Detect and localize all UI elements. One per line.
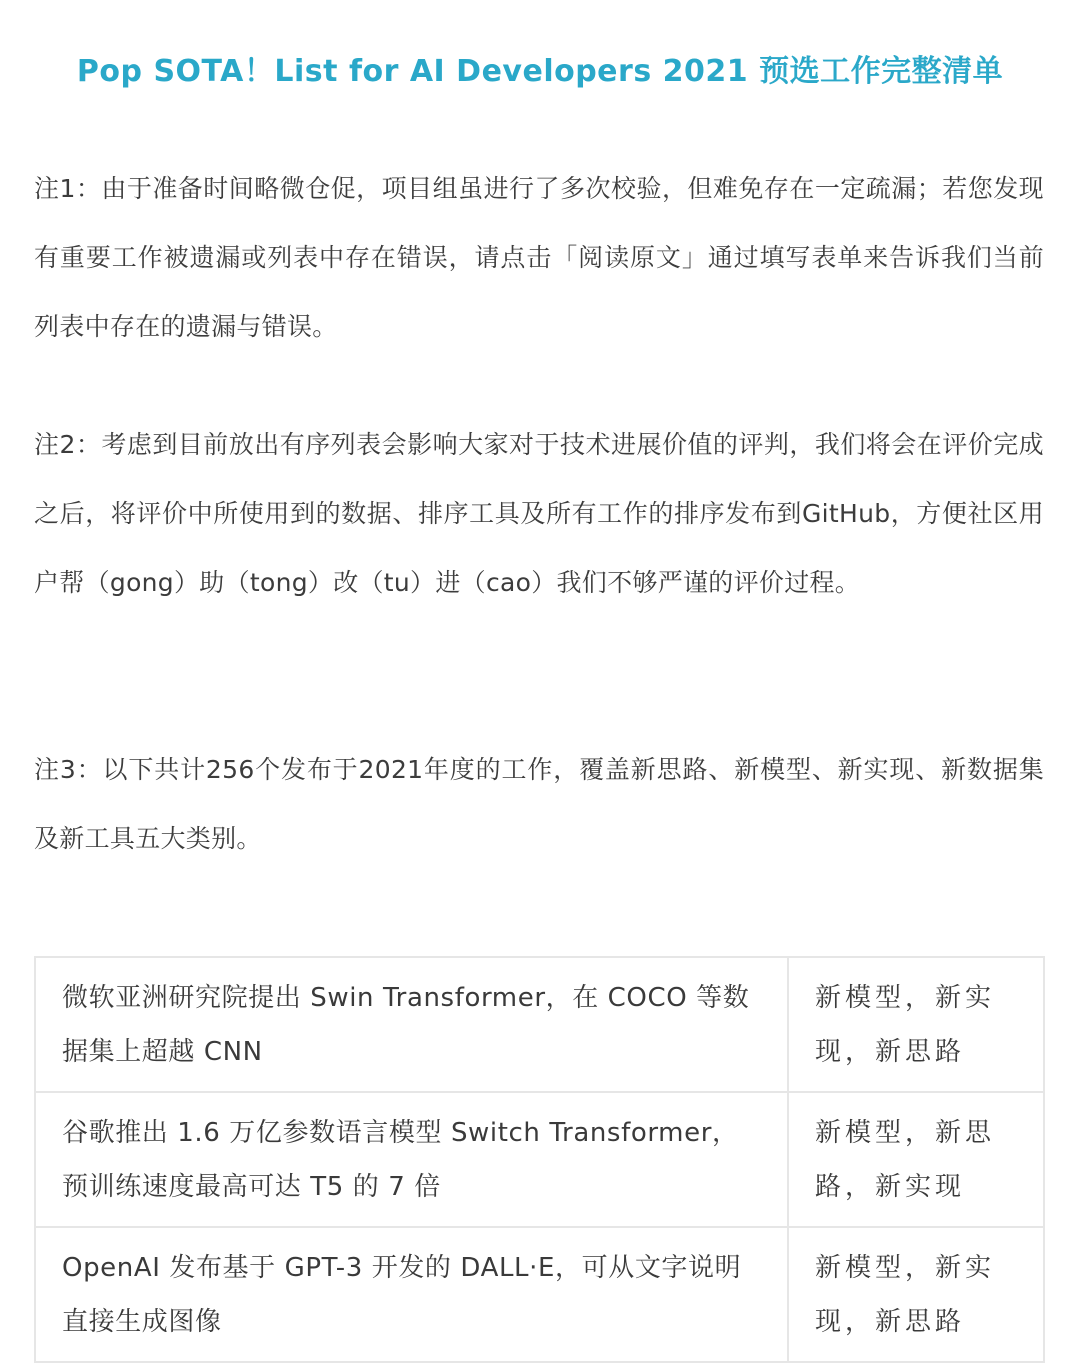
table-row: [35, 1227, 1044, 1362]
work-list-table: [34, 956, 1045, 1363]
work-categories: 新模型，新实现，新思路: [788, 957, 1044, 1092]
note-2: 注2：考虑到目前放出有序列表会影响大家对于技术进展价值的评判，我们将会在评价完成之后，将评价中所使用到的数据、排序工具及所有工作的排序发布到GitHub，方便社区用户帮（gong）助（tong）改（tu）进（cao）我们不够严谨的评价过程。: [34, 430, 1044, 597]
work-description: OpenAI 发布基于 GPT-3 开发的 DALL·E，可从文字说明直接生成图像: [35, 1227, 788, 1362]
table-row: [35, 957, 1044, 1092]
work-description: 微软亚洲研究院提出 Swin Transformer，在 COCO 等数据集上超越 CNN: [35, 957, 788, 1092]
note-3: 注3：以下共计256个发布于2021年度的工作，覆盖新思路、新模型、新实现、新数据集及新工具五大类别。: [34, 755, 1044, 853]
work-categories: 新模型，新实现，新思路: [788, 1227, 1044, 1362]
work-categories: 新模型，新思路，新实现: [788, 1092, 1044, 1227]
page-title: Pop SOTA！List for AI Developers 2021 预选工作完整清单: [76, 54, 1004, 89]
table-row: [35, 1092, 1044, 1227]
note-1: 注1：由于准备时间略微仓促，项目组虽进行了多次校验，但难免存在一定疏漏；若您发现有重要工作被遗漏或列表中存在错误，请点击「阅读原文」通过填写表单来告诉我们当前列表中存在的遗漏与错误。: [34, 174, 1044, 341]
work-description: 谷歌推出 1.6 万亿参数语言模型 Switch Transformer，预训练速度最高可达 T5 的 7 倍: [35, 1092, 788, 1227]
